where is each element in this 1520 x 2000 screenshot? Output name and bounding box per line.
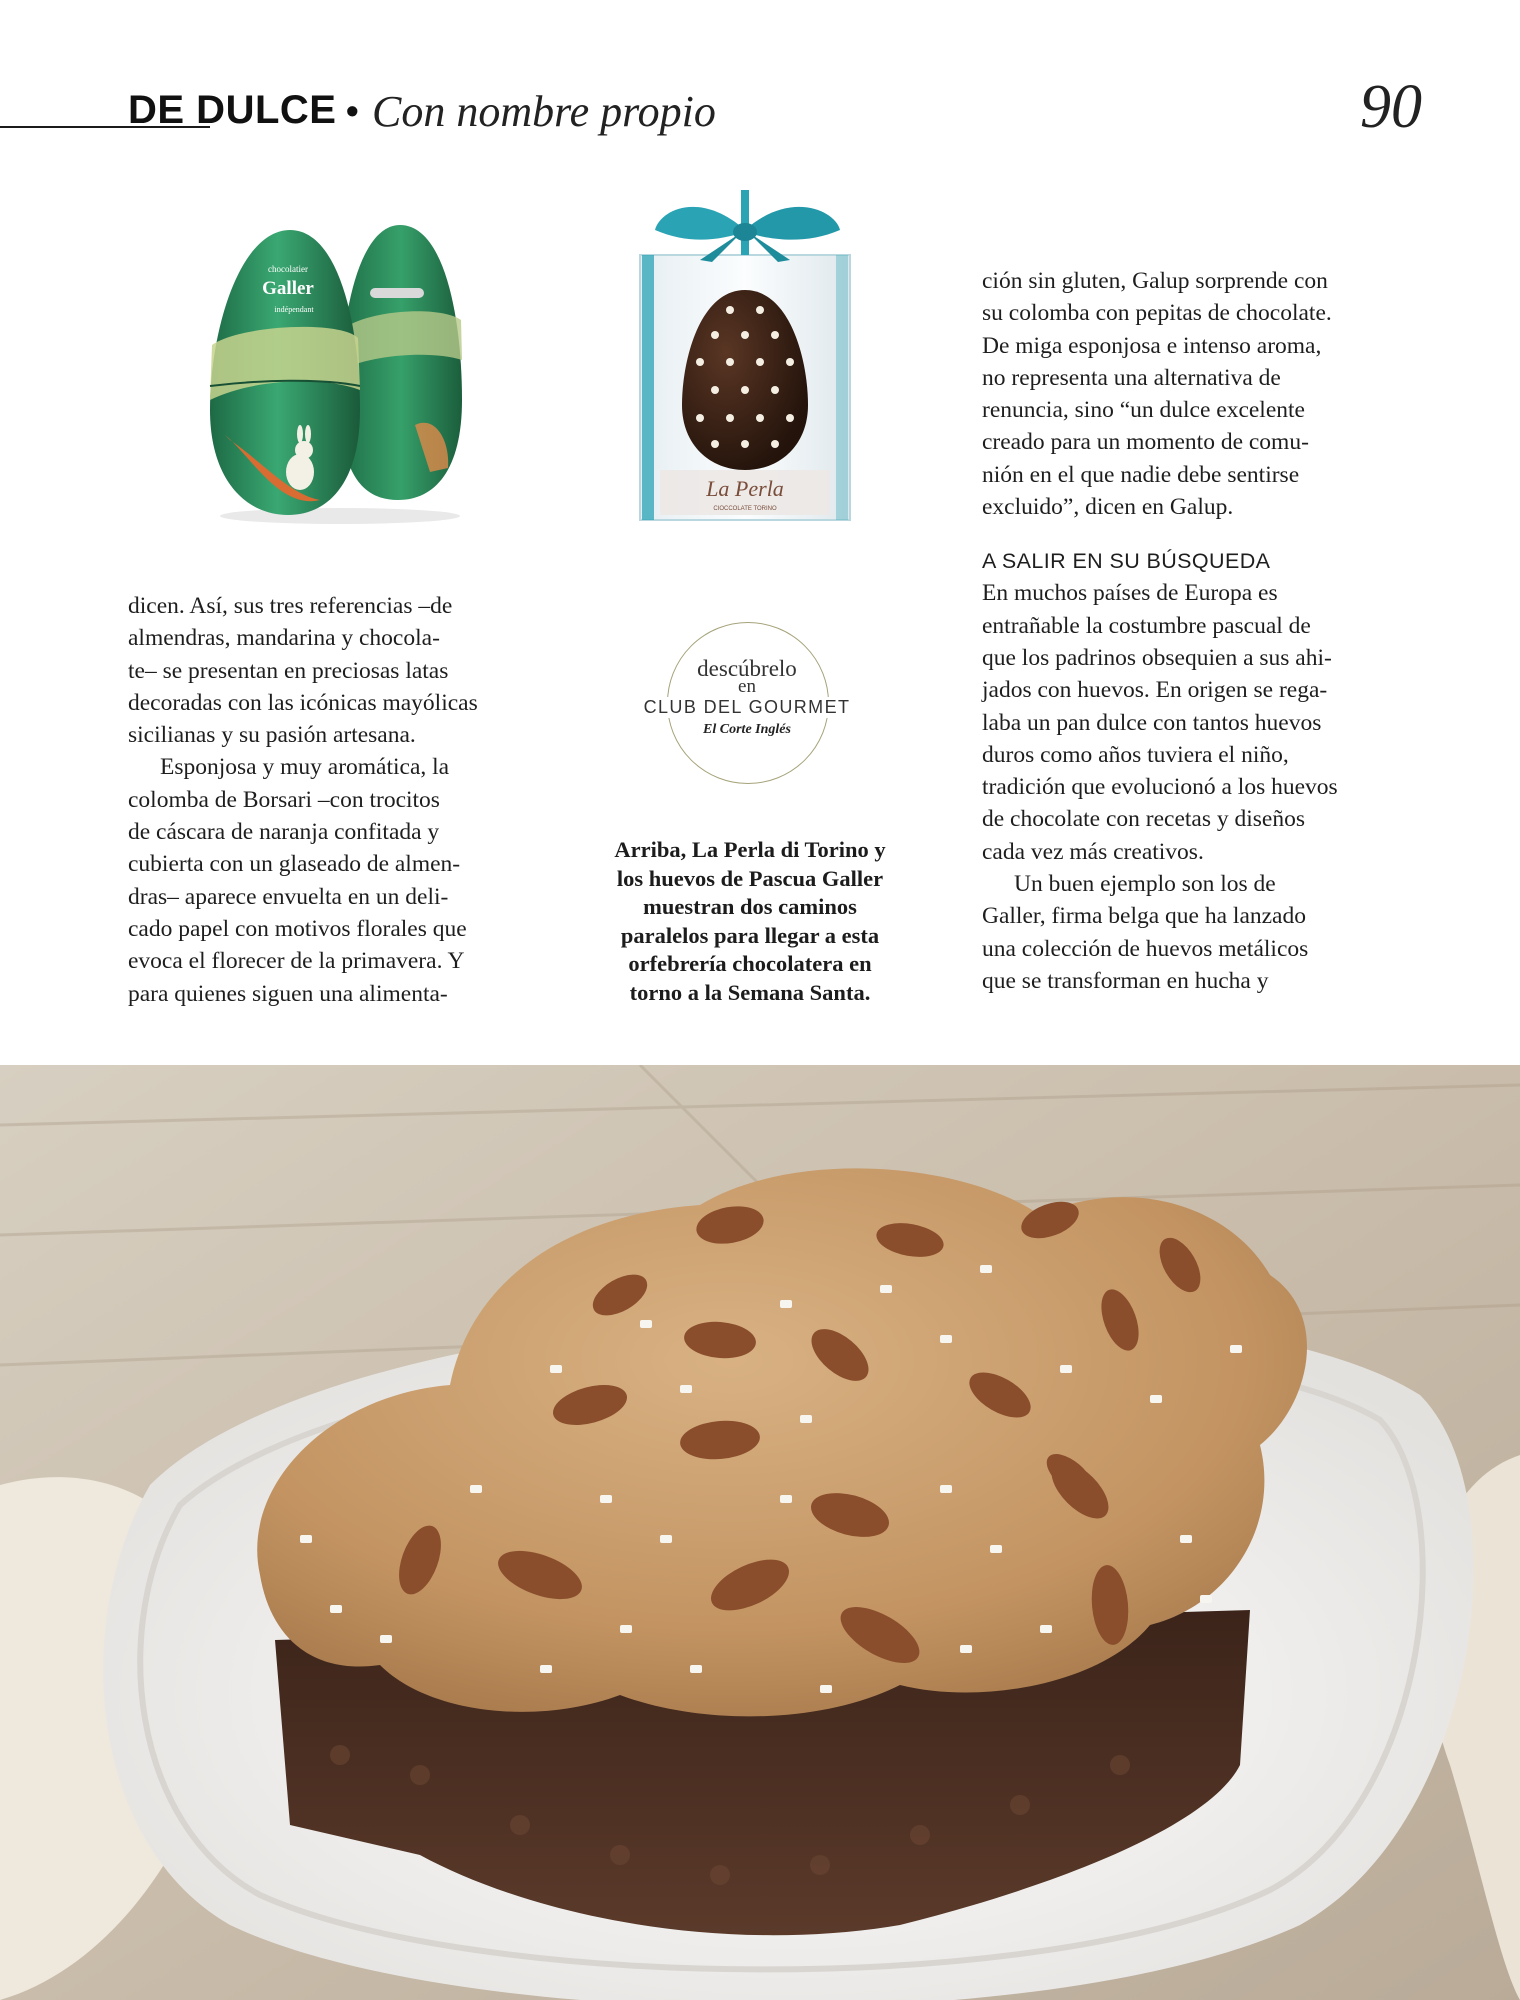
section-bullet: • [346, 90, 359, 131]
la-perla-egg-photo [630, 170, 860, 530]
left-paragraph-1: dicen. Así, sus tres referencias –de almendras, mandarina y chocola- te– se presentan en preciosas latas decoradas con las icónicas mayólicas sicilianas y su pasión artesana. [128, 593, 478, 749]
la-perla-small-text: CIOCCOLATE TORINO [713, 506, 777, 512]
right-paragraph-1: ción sin gluten, Galup sorprende con su colomba con pepitas de chocolate. De miga esponjosa e intenso aroma, no representa una alternativa de renuncia, sino “un dulce excelente creado para un momento de comu- nión en el que nadie debe sentirse excluido”, dicen en Galup. [982, 268, 1332, 521]
left-column [128, 590, 528, 1010]
badge-line-en: en [738, 676, 756, 697]
page-number: 90 [1360, 73, 1422, 141]
el-corte-ingles-logo: El Corte Inglés [703, 722, 791, 737]
right-subhead: A SALIR EN SU BÚSQUEDA [982, 549, 1271, 574]
galler-eggs-photo [200, 210, 480, 530]
la-perla-brand-text: La Perla [706, 476, 784, 501]
badge-line-descubrelo: descúbrelo [697, 656, 797, 681]
colomba-photo [0, 1065, 1520, 2000]
galler-small-text-top: chocolatier [268, 264, 308, 274]
left-paragraph-2: Esponjosa y muy aromática, la colomba de Borsari –con trocitos de cáscara de naranja confitada y cubierta con un glaseado de almen- dras– aparece envuelta en un deli- cado papel con motivos florales que evoca el florecer de la primavera. Y para quienes siguen una alimenta- [128, 754, 467, 1007]
right-column [982, 265, 1402, 997]
galler-brand-text: Galler [262, 278, 314, 299]
right-paragraph-2: En muchos países de Europa es entrañable la costumbre pascual de que los padrinos obsequien a sus ahi- jados con huevos. En origen se rega- laba un pan dulce con tantos huevos duros como años tuviera el niño, tradición que evolucionó a los huevos de chocolate con recetas y diseños cada vez más creativos. [982, 580, 1338, 865]
right-paragraph-3: Un buen ejemplo son los de Galler, firma belga que ha lanzado una colección de huevos metálicos que se transforman en hucha y [982, 871, 1309, 994]
photo-caption: Arriba, La Perla di Torino y los huevos de Pascua Galler muestran dos caminos paralelos para llegar a esta orfebrería chocolatera en torno a la Semana Santa. [614, 837, 886, 1005]
section-title: DE DULCE [128, 88, 337, 132]
section-subtitle: Con nombre propio [372, 87, 716, 136]
badge-line-club: CLUB DEL GOURMET [600, 697, 894, 718]
galler-small-text-bottom: indépendant [274, 305, 314, 314]
